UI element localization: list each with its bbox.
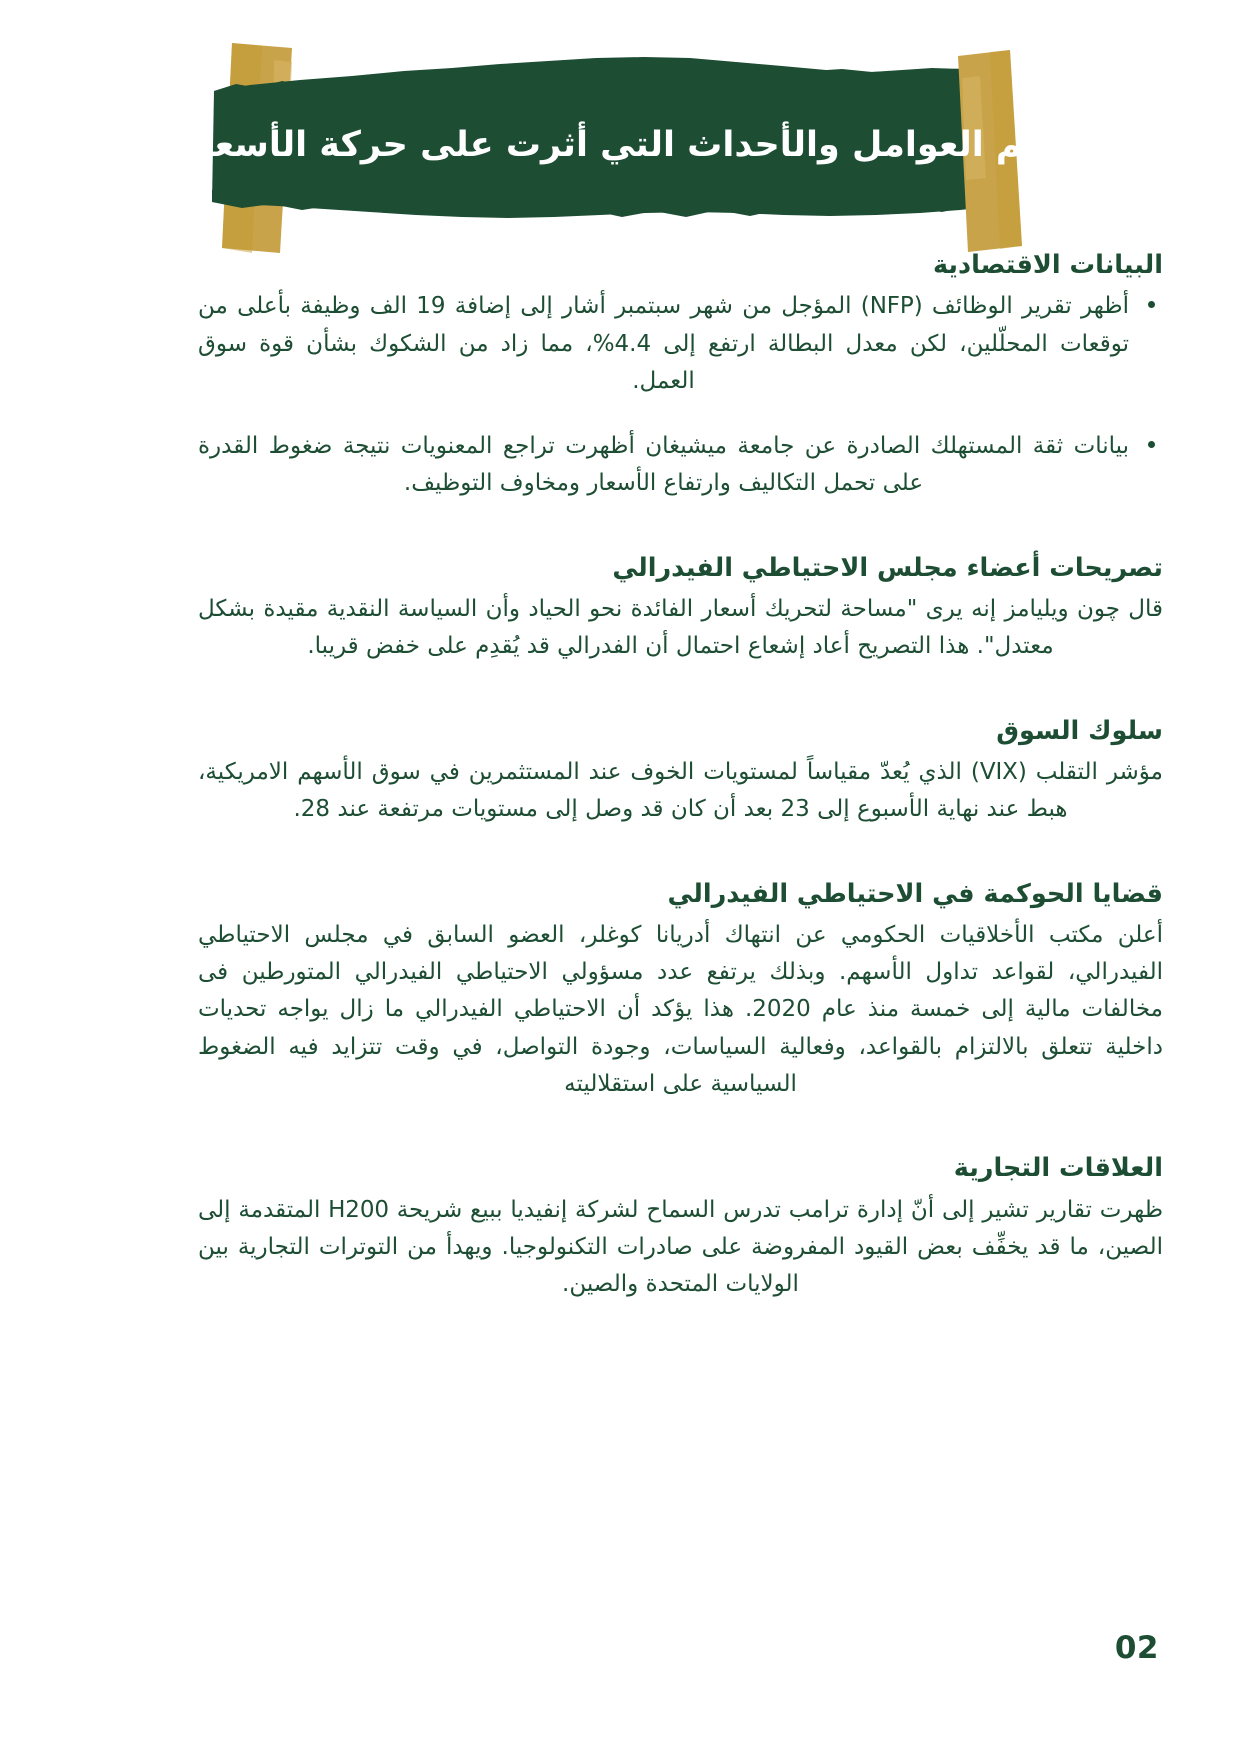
document-content bbox=[198, 248, 1163, 1309]
section-heading: البيانات الاقتصادية bbox=[932, 250, 1163, 280]
section-governance-issues bbox=[198, 877, 1163, 1104]
section-paragraph: قال چون ويليامز إنه يرى "مساحة لتحريك أسعار الفائدة نحو الحياد وأن السياسة النقدية مقيدة بشكل معتدل". هذا التصريح أعاد إشعاع احتمال أن الفدرالي قد يُقدِم على خفض قريبا. bbox=[198, 596, 1163, 660]
section-heading: قضايا الحوكمة في الاحتياطي الفيدرالي bbox=[667, 878, 1163, 909]
economic-data-bullet-list bbox=[198, 288, 1163, 502]
section-trade-relations bbox=[198, 1151, 1163, 1303]
spacer bbox=[198, 509, 1163, 551]
banner-torn-paper-graphic bbox=[0, 38, 1241, 233]
page-number: 02 bbox=[1114, 1630, 1159, 1666]
section-paragraph: ظهرت تقارير تشير إلى أنّ إدارة ترامب تدرس السماح لشركة إنفيديا ببيع شريحة H200 المتقدمة إلى الصين، ما قد يخفِّف بعض القيود المفروضة على صادرات التكنولوجيا. ويهدأ من التوترات التجارية بين الولايات المتحدة والصين. bbox=[198, 1196, 1163, 1298]
spacer bbox=[198, 1109, 1163, 1151]
list-item-text: أظهر تقرير الوظائف (NFP) المؤجل من شهر سبتمبر أشار إلى إضافة 19 الف وظيفة بأعلى من توقعات المحلّلين، لكن معدل البطالة ارتفع إلى 4.4%، مما زاد من الشكوك بشأن قوة سوق العمل. bbox=[198, 293, 1130, 394]
banner-title: أهم العوامل والأحداث التي أثرت على حركة الأسعار bbox=[181, 124, 1060, 165]
page-banner bbox=[0, 38, 1241, 233]
list-item bbox=[198, 428, 1163, 503]
section-heading: تصريحات أعضاء مجلس الاحتياطي الفيدرالي bbox=[612, 552, 1163, 583]
section-market-behaviour bbox=[198, 714, 1163, 829]
spacer bbox=[198, 835, 1163, 877]
section-heading: سلوك السوق bbox=[996, 715, 1163, 746]
section-heading: العلاقات التجارية bbox=[953, 1153, 1163, 1184]
bullet-dot-icon bbox=[1148, 441, 1155, 448]
section-paragraph: مؤشر التقلب (VIX) الذي يُعدّ مقياساً لمستويات الخوف عند المستثمرين في سوق الأسهم الامريكية، هبط عند نهاية الأسبوع إلى 23 بعد أن كان قد وصل إلى مستويات مرتفعة عند 28. bbox=[198, 759, 1163, 823]
bullet-dot-icon bbox=[1148, 301, 1155, 308]
list-item bbox=[198, 288, 1163, 400]
section-fed-statements bbox=[198, 551, 1163, 666]
tape-right-icon bbox=[958, 50, 1022, 252]
list-item-text: بيانات ثقة المستهلك الصادرة عن جامعة ميشيغان أظهرت تراجع المعنويات نتيجة ضغوط القدرة على تحمل التكاليف وارتفاع الأسعار ومخاوف التوظيف. bbox=[198, 433, 1129, 497]
section-economic-data bbox=[198, 248, 1163, 503]
spacer bbox=[198, 672, 1163, 714]
section-paragraph: أعلن مكتب الأخلاقيات الحكومي عن انتهاك أدريانا كوغلر، العضو السابق في مجلس الاحتياطي الفيدرالي، لقواعد تداول الأسهم. وبذلك يرتفع عدد مسؤولي الاحتياطي الفيدرالي المتورطين فى مخالفات مالية إلى خمسة منذ عام 2020. هذا يؤكد أن الاحتياطي الفيدرالي ما زال يواجه تحديات داخلية تتعلق بالالتزام بالقواعد، وفعالية السياسات، وجودة التواصل، في وقت تتزايد فيه الضغوط السياسية على استقلاليته bbox=[198, 921, 1163, 1097]
